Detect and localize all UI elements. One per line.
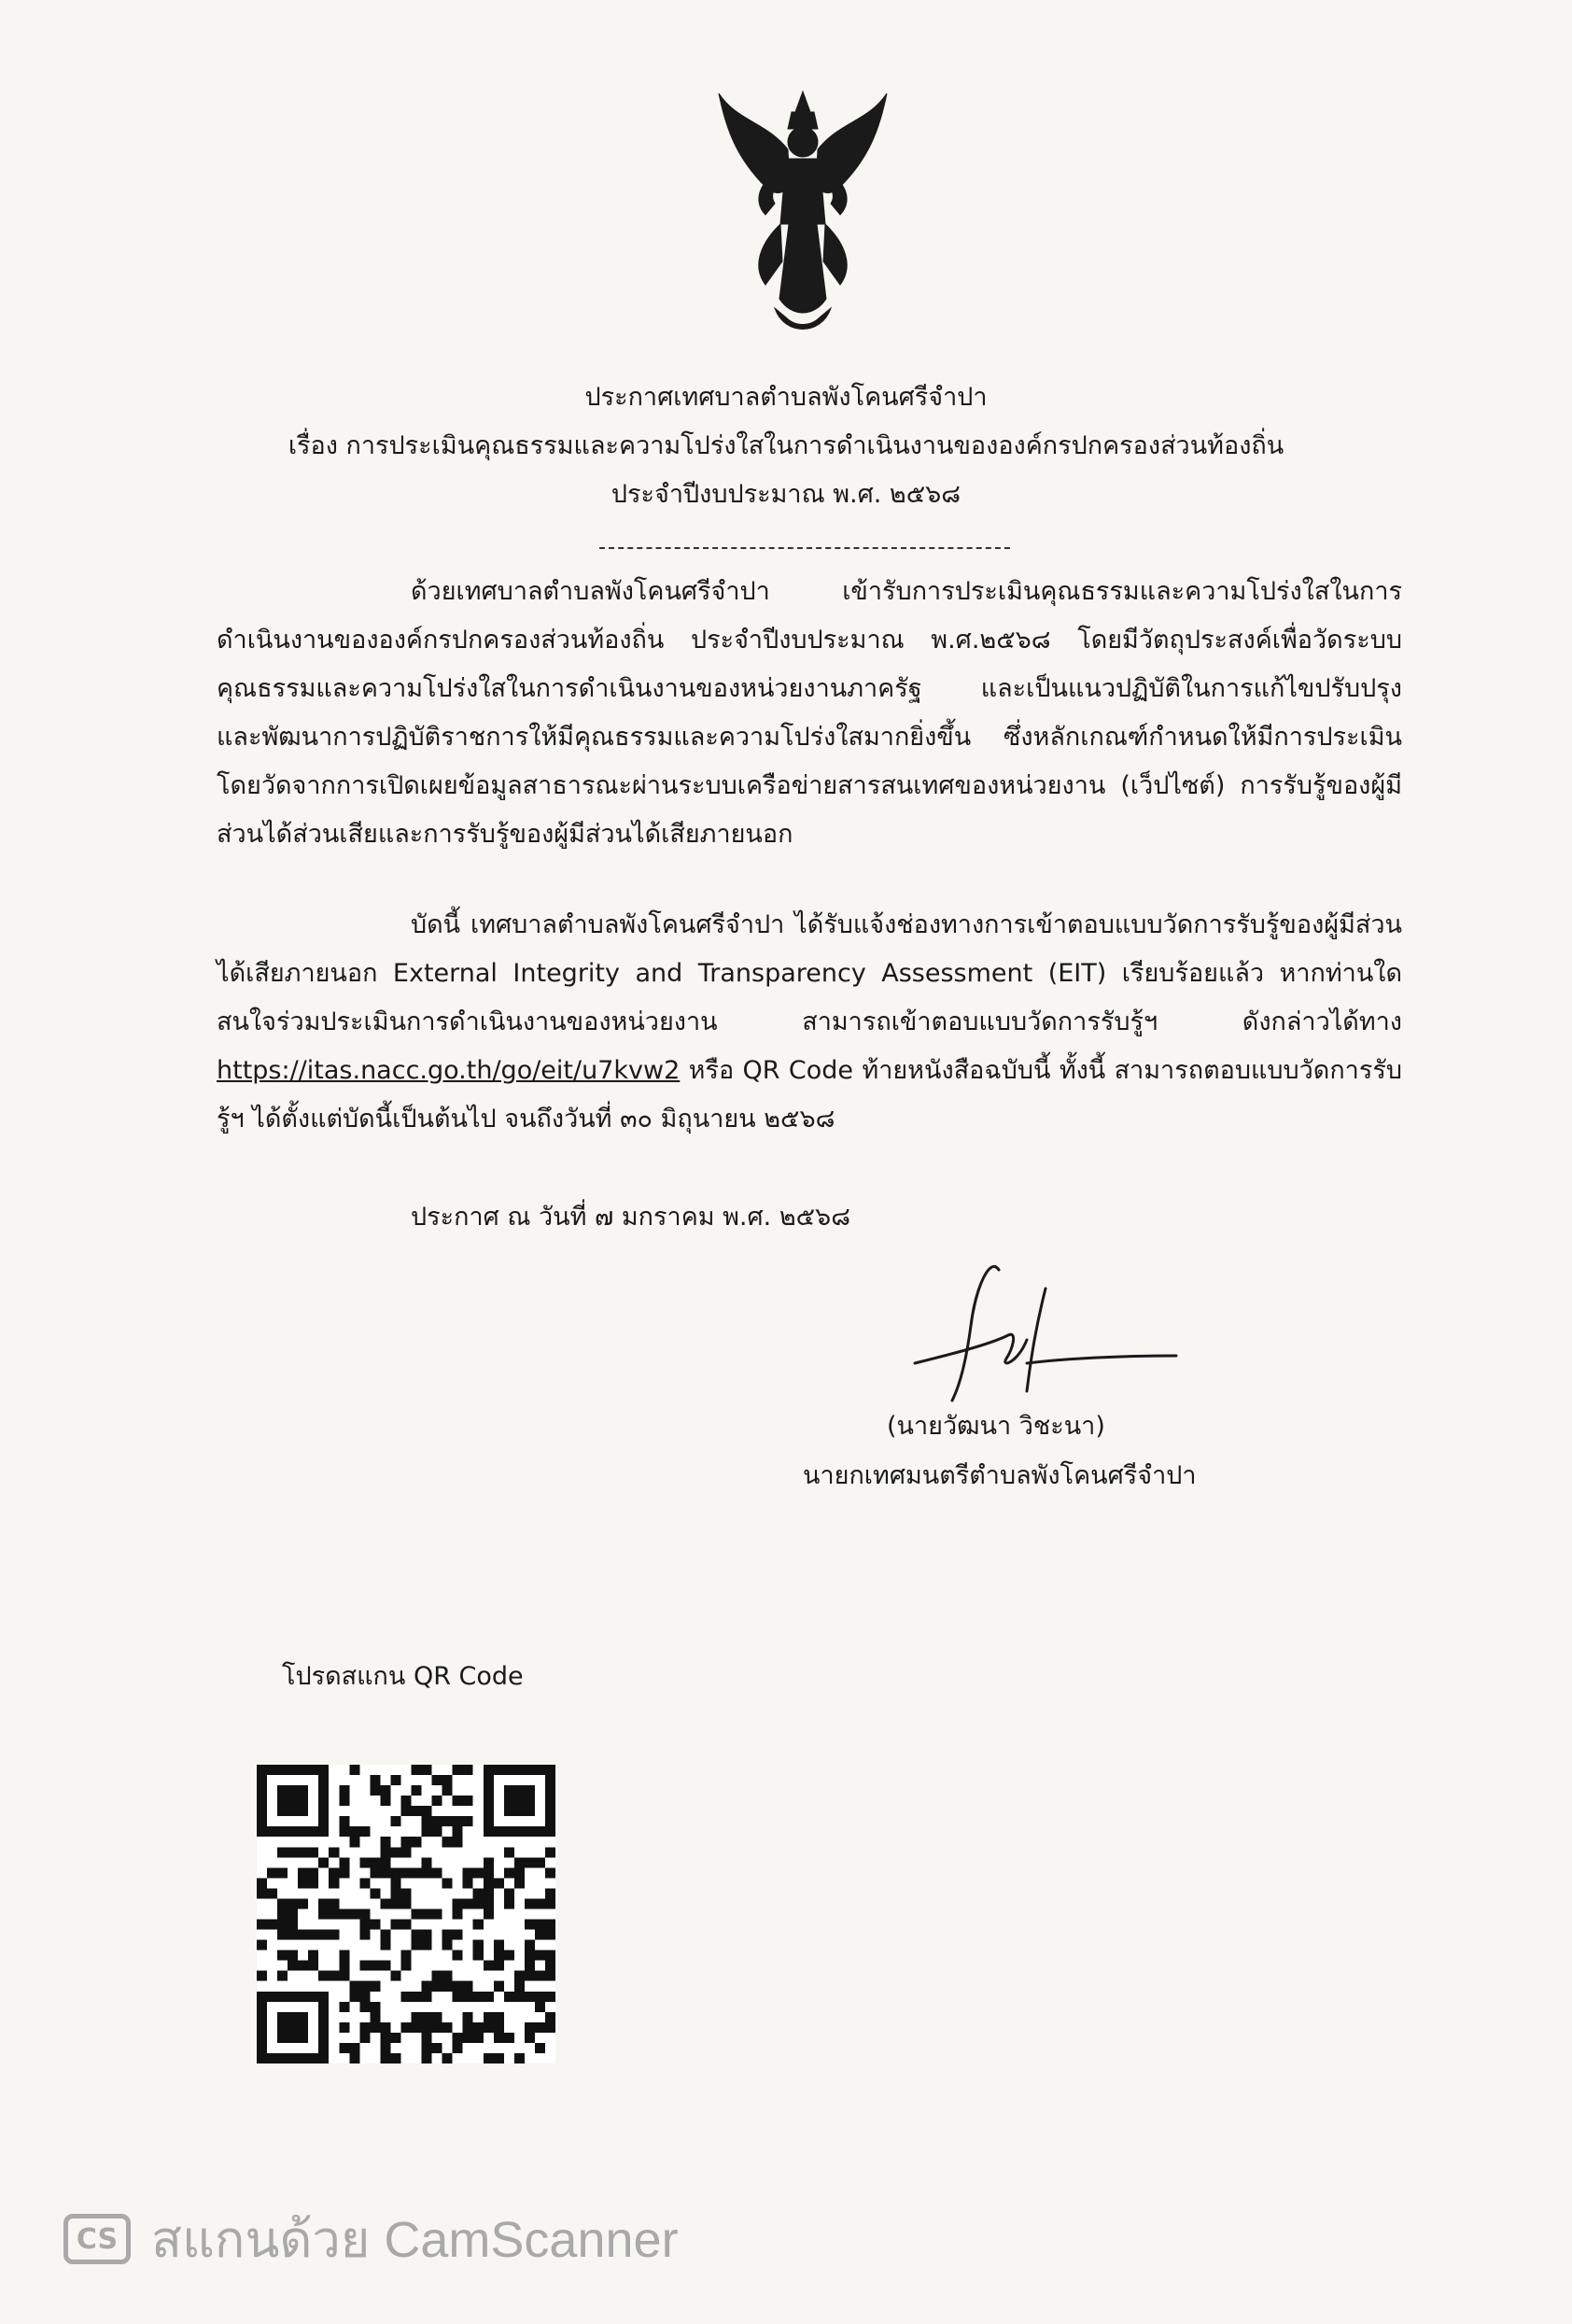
signatory-name: (นายวัฒนา วิชะนา) — [887, 1412, 1105, 1441]
dashed-divider — [599, 547, 1010, 549]
announcement-date: ประกาศ ณ วันที่ ๗ มกราคม พ.ศ. ๒๕๖๘ — [411, 1203, 851, 1232]
qr-code-image[interactable] — [257, 1765, 555, 2063]
eit-survey-link[interactable]: https://itas.nacc.go.th/go/eit/u7kvw2 — [217, 1056, 681, 1085]
signatory-position: นายกเทศมนตรีตำบลพังโคนศรีจำปา — [803, 1461, 1197, 1490]
camscanner-watermark-text: สแกนด้วย CamScanner — [151, 2212, 679, 2268]
announcement-fiscal-year: ประจำปีงบประมาณ พ.ศ. ๒๕๖๘ — [611, 480, 961, 509]
garuda-emblem-icon — [709, 84, 896, 345]
signature-image — [896, 1251, 1195, 1410]
paragraph-2-text-before-link: บัดนี้ เทศบาลตำบลพังโคนศรีจำปา ได้รับแจ้งช่องทางการเข้าตอบแบบวัดการรับรู้ของผู้มีส่วนได้เสียภายนอก External Integrity and Transparency Assessment (EIT) เรียบร้อยแล้ว หากท่านใดสนใจร่วมประเมินการดำเนินงานของหน่วยงาน สามารถเข้าตอบแบบวัดการรับรู้ฯ ดังกล่าวได้ทาง — [217, 910, 1402, 1036]
camscanner-logo-icon: CS — [63, 2214, 131, 2264]
camscanner-watermark — [63, 2199, 679, 2279]
qr-label: โปรดสแกน QR Code — [282, 1662, 524, 1691]
announcement-subject: เรื่อง การประเมินคุณธรรมและความโปร่งใสในการดำเนินงานขององค์กรปกครองส่วนท้องถิ่น — [288, 431, 1284, 460]
body-paragraph-1: ด้วยเทศบาลตำบลพังโคนศรีจำปา เข้ารับการประเมินคุณธรรมและความโปร่งใสในการดำเนินงานขององค์กรปกครองส่วนท้องถิ่น ประจำปีงบประมาณ พ.ศ.๒๕๖๘ โดยมีวัตถุประสงค์เพื่อวัดระบบคุณธรรมและความโปร่งใสในการดำเนินงานของหน่วยงานภาครัฐ และเป็นแนวปฏิบัติในการแก้ไขปรับปรุง และพัฒนาการปฏิบัติราชการให้มีคุณธรรมและความโปร่งใสมากยิ่งขึ้น ซึ่งหลักเกณฑ์กำหนดให้มีการประเมิน โดยวัดจากการเปิดเผยข้อมูลสาธารณะผ่านระบบเครือข่ายสารสนเทศของหน่วยงาน (เว็ปไซต์) การรับรู้ของผู้มีส่วนได้ส่วนเสียและการรับรู้ของผู้มีส่วนได้เสียภายนอก — [217, 577, 1402, 849]
paragraph-2-text-after-link: หรือ QR Code ท้ายหนังสือฉบับนี้ ทั้งนี้ สามารถตอบแบบวัดการรับรู้ฯ ได้ตั้งแต่บัดนี้เป็นต้นไป จนถึงวันที่ ๓๐ มิถุนายน ๒๕๖๘ — [217, 1056, 1402, 1134]
body-paragraph-2 — [217, 901, 1402, 1144]
announcement-title: ประกาศเทศบาลตำบลพังโคนศรีจำปา — [584, 383, 988, 412]
